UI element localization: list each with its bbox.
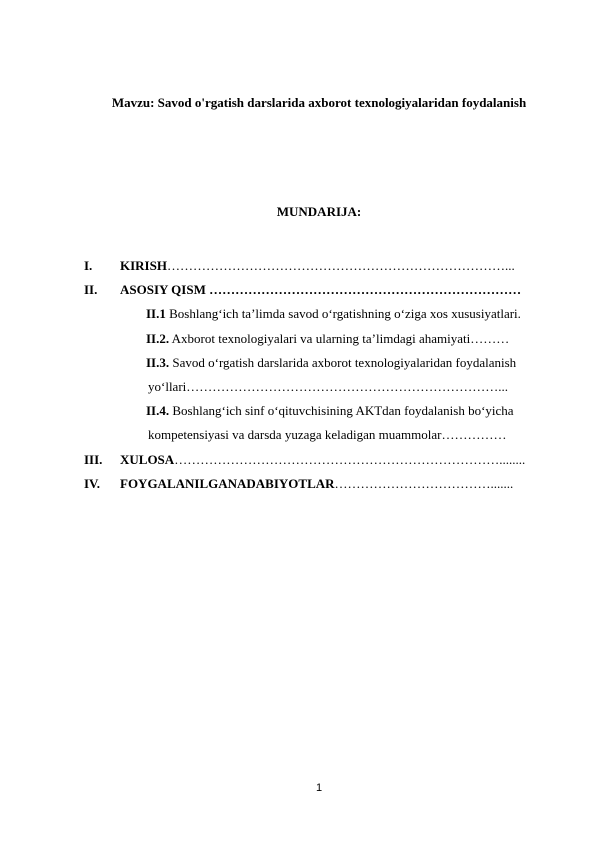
toc-leader-dots: …………………………………………………………………........: [174, 452, 526, 467]
toc-heading: MUNDARIJA:: [276, 204, 362, 219]
toc-number-ii: II.: [84, 282, 98, 297]
toc-entry-title: FOYGALANILGANADABIYOTLAR: [120, 476, 335, 491]
toc-leader-dots: ………………………………………………………………: [205, 282, 522, 297]
toc-subentry-number: II.4.: [146, 403, 170, 418]
toc-number-iv: IV.: [84, 476, 101, 491]
toc-entry-asosiy-qism: [120, 282, 521, 298]
document-topic: Mavzu: Savod o'rgatish darslarida axborot texnologiyalaridan foydalanish: [111, 95, 527, 110]
toc-subentry-ii-1: [146, 306, 521, 322]
toc-subentry-text: Savod o‘rgatish darslarida axborot texnologiyalaridan foydalanish: [169, 355, 517, 370]
toc-subentry-text: Boshlang‘ich sinf o‘qituvchisining AKTdan foydalanish bo‘yicha: [169, 403, 514, 418]
toc-leader-dots: ……………………………………………………………………...: [166, 258, 515, 273]
toc-subentry-ii-4-continuation: kompetensiyasi va darsda yuzaga keladigan muammolar……………: [148, 427, 507, 442]
toc-subentry-number: II.1: [146, 306, 166, 321]
toc-entry-title: XULOSA: [120, 452, 175, 467]
toc-subentry-ii-4: [146, 403, 514, 419]
toc-subentry-number: II.3.: [146, 355, 170, 370]
toc-leader-dots: ……………………………….......: [334, 476, 514, 491]
toc-entry-title: KIRISH: [120, 258, 167, 273]
toc-subentry-text: Boshlang‘ich ta’limda savod o‘rgatishning o‘ziga xos xususiyatlari.: [165, 306, 521, 321]
toc-entry-kirish: [120, 258, 515, 274]
toc-subentry-ii-2: [146, 331, 509, 347]
toc-subentry-ii-3: [146, 355, 516, 371]
toc-subentry-ii-3-continuation: yo‘llari………………………………………………………………...: [148, 379, 509, 394]
toc-entry-title: ASOSIY QISM: [120, 282, 206, 297]
toc-entry-xulosa: [120, 452, 525, 468]
toc-number-i: I.: [84, 258, 93, 273]
page-number: 1: [315, 782, 323, 794]
toc-number-iii: III.: [84, 452, 103, 467]
toc-subentry-text: Axborot texnologiyalari va ularning ta’limdagi ahamiyati………: [169, 331, 510, 346]
toc-subentry-number: II.2.: [146, 331, 170, 346]
toc-entry-adabiyotlar: [120, 476, 513, 492]
